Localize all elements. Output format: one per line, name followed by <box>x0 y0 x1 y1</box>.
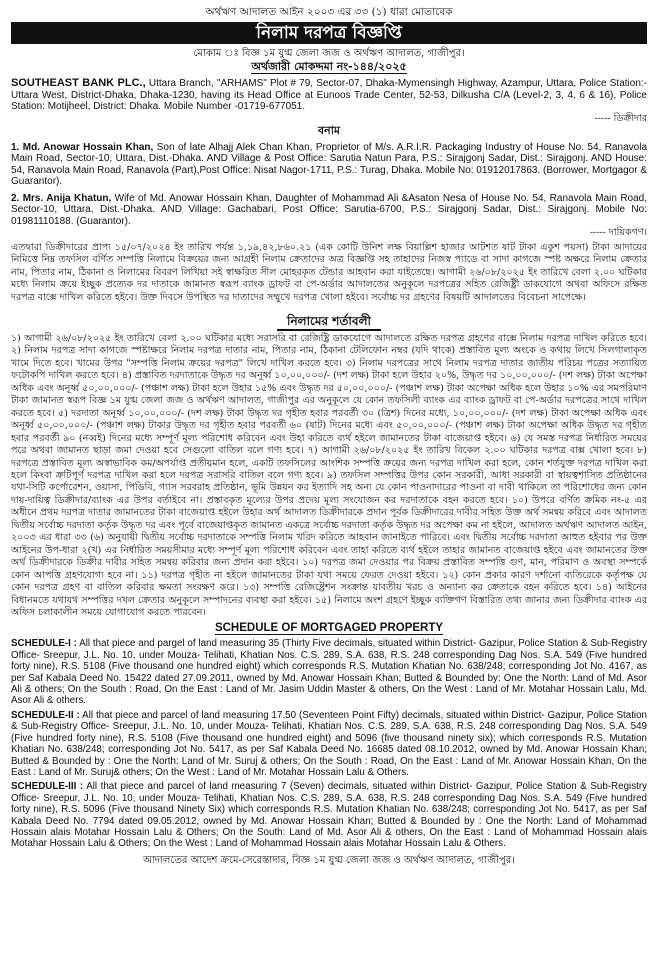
schedule-1-label: SCHEDULE-I : <box>11 638 77 650</box>
case-number-text: অর্থজারী মোকদ্দমা নং-১৪৪/২০২৫ <box>251 60 407 73</box>
defendant-2-name: 2. Mrs. Anija Khatun, <box>11 192 112 204</box>
plaintiff-role: ----- ডিক্রীদার <box>594 112 647 124</box>
schedule-3 <box>11 781 647 849</box>
schedule-heading <box>11 621 647 635</box>
defendant-1 <box>11 142 647 188</box>
schedule-1 <box>11 638 647 706</box>
terms-heading <box>11 310 647 331</box>
schedule-1-text: All that piece and pargel of land measuring 35 (Thirty Five decimals, situated within District- Gazipur, Police Station & Sub-Registry Office- Sreepur, J.L. No. 10, under Mouza- Telihati, Khatian Nos. C.S. 289, S.A. 638, R.S. 248 corresponding Dag Nos. S.A. 549 (Five hundred forty nine), R.S. 5108 (Five thousand one hundred eight) which corresponds R.S. Mutation Khatian No. 638/248; corresponding Jot No. 4167, as per Saf Kabala Deed No. 15422 dated 27.09.2011, owned by Md. Anowar Hossain Khan; Butted & Bounded by: One the North: Land of Md. Asor Ali & others; On the South : Road, On the East : Land of Mr. Jasim Uddin Master & others, On the West : Land of Mr. Motahar Hossain Lalu, Md. Asor Ali & others. <box>11 638 647 707</box>
schedule-heading-text: SCHEDULE OF MORTGAGED PROPERTY <box>214 622 444 635</box>
plaintiff-bank-name: SOUTHEAST BANK PLC., <box>11 77 146 89</box>
terms-heading-text: নিলামের শর্তাবলী <box>277 313 381 331</box>
versus-label: বনাম <box>318 123 340 137</box>
schedule-2-text: All that piece and parcel of land measuring 17.50 (Seventeen Point Fifty) decimals, situated within District- Gazipur, Police Station & Sub-Registry Office- Sreepur, J.L. No. 10, under Mouza- Telihati, Khatian Nos. C.S. 289, S.A. 638, R.S. 248 corresponding Dag Nos. S.A. 549 (Five hundred forty nine), R.S. 5108 (Five thousand one hundred eight) and 5096 (five thousand ninety six); which corresponds R.S. Mutation Khatian No. 638/248; corresponding Jot No. 5417, as per Saf Kabala Deed No. 16685 dated 08.10.2012, owned by Md. Anowar Hossain Khan; Butted & Bounded by : One the North: Land of Mr. Suruj & others; On the South : Road, On the East : Land of Mr. Anowar Hossain Khan, On the East : Land of Mr. Suruj& others; On the West : Land of Mr. Motahar Hossain Lalu & Others. <box>11 709 647 778</box>
schedule-3-label: SCHEDULE-III : <box>11 781 84 793</box>
case-number <box>11 60 647 74</box>
defendant-1-details: Son of late Alhajj Alek Chan Khan, Proprietor of M/s. A.R.I.R. Packaging Industry of House No. 54, Ranavola Main Road, Sector-10, Uttara, Dist.-Dhaka. AND Village & Post Office: Sarutia Natun Para, P.S.: Sirajgonj Sadar, Dist.: Sirajgonj. AND House: 54, Ranavola Main Road, Ranavola (Part),Post Office: Nisat Nagor-1711, P.S.: Turag, Dhaka. Mobile No: 01912017863. (Borrower, Mortgagor & Guarantor). <box>11 141 647 187</box>
defendant-2 <box>11 193 647 228</box>
auction-notice <box>11 6 647 946</box>
schedule-3-text: All that piece and parcel of land measuring 7 (Seven) decimals, situated within District- Gazipur, Police Station & Sub-Registry Office- Sreepur, J.L. No. 10, under Mouza- Telihati, Khatian Nos. C.S. 289, S.A. 638, R.S. 248 corresponding Dag Nos. S.A. 549 (Five hundred forty nine), R.S. 5096 (Five thousand Ninety Six) which corresponds R.S. Mutation Khatian No. 638/248; corresponding Jot No. 5417, as per Saf Kabala Deed No. 7794 dated 09.05.2012, owned by Md. Anowar Hossain Khan; Butted & Bounded by : One the North: Land of Mohammad Hossain alais Motahar Hossain Lalu & Others; On the South: Land of Md. Asor Ali & others, On the East : Land of Mohammad Hossain alais Motahar Hossain Lalu & Others; On the West : Land of Mohammad Hossain alais Motahar Hossain Lalu & Others. <box>11 781 647 850</box>
act-reference: অর্থঋণ আদালত আইন ২০০৩ এর ৩৩ (১) ধারা মোতাবেক <box>205 6 453 18</box>
auction-terms: ১) আগামী ২৬/০৮/২০২৫ ইং তারিখে বেলা ২.০০ ঘটিকার মধ্যে সরাসরি বা রেজিষ্ট্রি ডাকযোগে আদালতে রক্ষিত দরপত্র গ্রহণের বাক্সে নিলাম দরপত্র দাখিল করিতে হবে। ২) নিলাম দরপত্র সাদা কাগজে স্পষ্টাক্ষরে নিলাম দরপত্র দাতার নাম, পিতার নাম, ঠিকানা টেলিফোন নম্বর (যদি থাকে) প্রস্তাবিত মূল্য অংকে ও কথায় লিখে সিলগালাকৃত খামে দিতে হবে। খামের উপর "সম্পত্তি নিলাম ক্রয়ের দরপত্র" লিখে দাখিল করতে হবে। ৩) নিলাম দরপত্রের সাথে নিলাম দরপত্র দাতার জাতীয় পরিচয় পত্রের সত্যায়িত ফটোকপি দাখিল করতে হবে। ৪) প্রস্তাবিত দরদাতাকে উদ্ধৃত দর অনূর্ধ্ব ১০,০০,০০০/- (দশ লক্ষ) টাকা হলে উহার ২০%, উদ্ধৃত দর ১০,০০,০০০/- (দশ লক্ষ) টাকা অপেক্ষা অধিক এবং অনূর্ধ্ব ৫০,০০,০০০/- (পঞ্চাশ লক্ষ) টাকা হলে উহার ১৫% এবং উদ্ধৃত দর ৫০,০০,০০০/- (পঞ্চাশ লক্ষ) টাকা অপেক্ষা অধিক হলে উহার ১০% এর সমপরিমাণ টাকা জামানত স্বরূপ বিজ্ঞ ১ম যুগ্ম জেলা জজ ও অর্থঋণ আদালত, গাজীপুর এর অনুকূলে যে কোন তফসিলী ব্যাংক এর ব্যাংক ড্রাফট বা পে-অর্ডার দরপত্রের সাথে দাখিল করতে হবে। ৫) দরদাতা অনূর্ধ্ব ১০,০০,০০০/- (দশ লক্ষ) টাকা উদ্ধৃত দর গৃহীত হবার পরবর্তী ৩০ (ত্রিশ) দিনের মধ্যে, ১০,০০,০০০/- (দশ লক্ষ) টাকা অপেক্ষা অধিক এবং অনূর্ধ্ব ৫০,০০,০০০/- (পঞ্চাশ লক্ষ) টাকার উদ্ধৃত দর গৃহীত হবার পরবর্তী ৬০ (ষাট) দিনের মধ্যে এবং ৫০,০০,০০০/- (পঞ্চাশ লক্ষ) টাকা অপেক্ষা অধিক উদ্ধৃত দর গৃহীত হবার পরবর্তী ৯০ (নব্বই) দিনের মধ্যে সম্পূর্ণ মূল্য পরিশোধ করিবেন এবং উহা করিতে ব্যর্থ হইলে জামানতের টাকা বাজেয়াপ্ত হইবে। ৬) যে সমস্ত দরপত্র নির্ধারিত সময়ের পরে অথবা জামানত ছাড়া জমা দেওয়া হবে সেগুলো বাতিল বলে গণ্য হবে। ৭) আগামী ২৬/০৮/২০২৫ ইং তারিখ বিকেল ২.০০ ঘটিকার দরপত্র বাক্স খোলা হবে। ৮) দরপত্রে প্রস্তাবিত মূল্য অস্বাভাবিক কম/অপর্যাপ্ত প্রতীয়মান হলে, একটি তফসিলের আংশিক সম্পত্তি ক্রয়ের জন্য দরপত্র দাখিল করা হলে, কোন শর্তযুক্ত দরপত্র দাখিল করা হলে কিংবা ক্রটিপূর্ণ দরপত্র দাখিল করা হলে দরপত্র সরাসরি বাতিল বলে গণ্য হবে। ৯) তফসিল সম্পত্তির উপর কোন সরকারী, আধা সরকারী বা স্বায়ত্বশাসিত প্রতিষ্ঠানের যথা-সিটি কর্পোরেশন, ওয়াসা, পিডিবি, গ্যাস সরবরাহ প্রতিষ্ঠান, ভূমি উন্নয়ন কর ইত্যাদি সহ অন্য যে কোন পাওনাদারের পাওনা বা দাবী থাকিলে তা পরিশোধের জন্য কোন দায়-দায়িত্ব ডিক্রীদার/ব্যাংক এর উপর বর্তাইবে না। প্রস্তাবকৃত মূল্যের উপর প্রদেয় মূল্য সংযোজন কর দরদাতাকে বহন করতে হবে। ১০) উপরে বর্ণিত ক্রমিক নং-৫ এর অধীনে প্রথম দরপত্র দাতার জামানতের টাকা বাজেয়াপ্ত হইলে উহার অর্থ আদালত ডিক্রীদারকে প্রদান পূর্বক ডিক্রীদারের দাবীর সহিত উক্ত অর্থ সমন্বয় করিবে এবং আদালত দ্বিতীয় সর্বোচ্চ দরদাতা কর্তৃক উদ্ধৃত দর এবং পূর্বে বাজেয়াপ্তকৃত জামানত একত্রে সর্বোচ্চ দরদাতা কর্তৃক উদ্ধৃত দর অপেক্ষা কম না হইলে, আদালত অর্থঋণ আদালত আইন, ২০০৩ এর ধারা ৩৩ (৬) অনুযায়ী দ্বিতীয় সর্বোচ্চ দরদাতাকে সম্পত্তি নিলাম খরিদ করিতে আহবান জানাইতে পারিবে। এবং দ্বিতীয় সর্বোচ্চ দরদাতা আহুত হইবার পর উক্ত আইনের উপ-ধারা ২(খ) এর নির্ধারিত সময়সীমার মধ্যে সম্পূর্ণ মূল্য পরিশোধ করিবেন এবং তাহা করিতে ব্যর্থ হইলে তাহার জামানত বাজেয়াপ্ত হইবে এবং জামানতের উক্ত অর্থ ডিক্রীদারকে ডিক্রীর দাবীর সহিত সমন্বয় করিবার জন্য প্রদান করা হইবে। ১০) দরপত্র জমা দেওয়ার পর বিক্রয় প্রস্তাবিত সম্পত্তি গুণ, মান, পরিমাণ ও অবস্থা সম্পর্কে কোন আপত্তি গ্রহণযোগ্য হবে না। ১১) দরপত্র গৃহীত না হইলে জামানতের টাকা যথা সময়ে ফেরত দেওয়া হইবে। ১২) কোন প্রকার কারণ দর্শানো ব্যতিরেকে কর্তৃপক্ষ যে কোন দরপত্র গ্রহণ বা বাতিল করিবার ক্ষমতা সংরক্ষণ করে। ১৩) সম্পত্তি রেজিষ্ট্রেশন সংক্রান্ত যাবতীয় খরচ ও অন্যান্য কর ক্রেতাকে বহন করিতে হবে। ১৪) আইনের বিধানমতে যথাযথ সম্পত্তির দখল ক্রেতার অনুকূলে সম্পাদনের ব্যবস্থা করা হইবে। ১৫) নিলামে অংশ গ্রহণে ইচ্ছুক ব্যক্তিগণ বিস্তারিত তথ্য জানার জন্য ডিক্রীদার ব্যাংক এর অফিস চলাকালীন সময়ে যোগাযোগ করতে পারবেন। <box>11 333 647 618</box>
court-name: মোকাম ঃ বিজ্ঞ ১ম যুগ্ম জেলা জজ ও অর্থঋণ আদালত, গাজীপুর। <box>193 48 465 59</box>
plaintiff-block <box>11 78 647 113</box>
schedule-2-label: SCHEDULE-II : <box>11 709 80 721</box>
notice-title: নিলাম দরপত্র বিজ্ঞপ্তি <box>11 22 647 44</box>
court-order-footer: আদালতের আদেশ ক্রমে-সেরেস্তাদার, বিজ্ঞ ১ম যুগ্ম জেলা জজ ও অর্থঋণ আদালত, গাজীপুর। <box>143 854 515 866</box>
notice-intro: এতদ্বারা ডিক্রীদারের প্রাপ্য ১৫/০৭/২০২৪ ইং তারিখ পর্যন্ত ১,১৯,৪২,৮৬০.২১ (এক কোটি উনিশ লক্ষ বিয়াল্লিশ হাজার আটশত ষাট টাকা একুশ পয়সা) টাকা আদায়ের নিমিত্তে নিম্ন তফসিল বর্ণিত সম্পত্তি নিলামে বিক্রয়ের জন্য আগ্রহী নিলাম ক্রেতাদের অত্র বিজ্ঞপ্তি সহ তাহাদের নিজস্ব প্যাডে বা সাদা কাগজে স্পষ্ট অক্ষরে নিলাম ক্রেতার নাম, পিতার নাম, ঠিকানা ও নিলামের বিবরণ লিখিয়া সই স্বাক্ষরিত সীল মোহরকৃত টেন্ডার আহবান করা যাইতেছে। আগামী ২৬/০৮/২০২৫ ইং তারিখে বেলা ২.০০ ঘটিকার মধ্যে নিলাম ক্রয়ে ইচ্ছুক প্রত্যেক দর দাতাকে জামানত স্বরূপ ব্যাংক ড্রাফট বা পে-অর্ডার আদালতের অনুকূলে দরপত্রের সহিত রেজিষ্ট্রী ডাকযোগে অথবা অফিসে রক্ষিত দরপত্র বাক্সে দাখিল করিতে হইবে। উক্ত দিবসে উপস্থিত দর দাতাদের সম্মুখে দরপত্র খোলা হইবে। সর্বোচ্চ দর গ্রহণের বিষয়টি আদালতের বিবেচনা সাপেক্ষে। <box>11 242 647 303</box>
plaintiff-details: Uttara Branch, "ARHAMS" Plot # 79, Sector-07, Dhaka-Mymensingh Highway, Azampur, Uttara, Police Station:- Uttara West, District-Dhaka, Dhaka-1230, having its Head Office at Eunoos Trade Center, 52-53, Dilkusha C/A (Level-2, 3, 4, 6 & 16), Police Station: Motijheel, District: Dhaka. Mobile Number -01719-677051. <box>11 78 647 112</box>
defendant-2-details: Wife of Md. Anowar Hossain Khan, Daughter of Mohammad Ali &Asaton Nesa of House No. 54, Ranavola Main Road, Sector-10, Uttara, Dist.-Dhaka. AND Village: Gachabari, Post Office: Sarutia-6700, P.S.: Sirajgonj Sadar, Dist.: Sirajgonj. Mobile No: 01981110188. (Guarantor). <box>11 192 647 227</box>
schedule-2 <box>11 710 647 778</box>
defendant-role: ----- দায়িকগণ। <box>589 227 647 238</box>
defendant-1-name: 1. Md. Anowar Hossain Khan, <box>11 141 154 153</box>
